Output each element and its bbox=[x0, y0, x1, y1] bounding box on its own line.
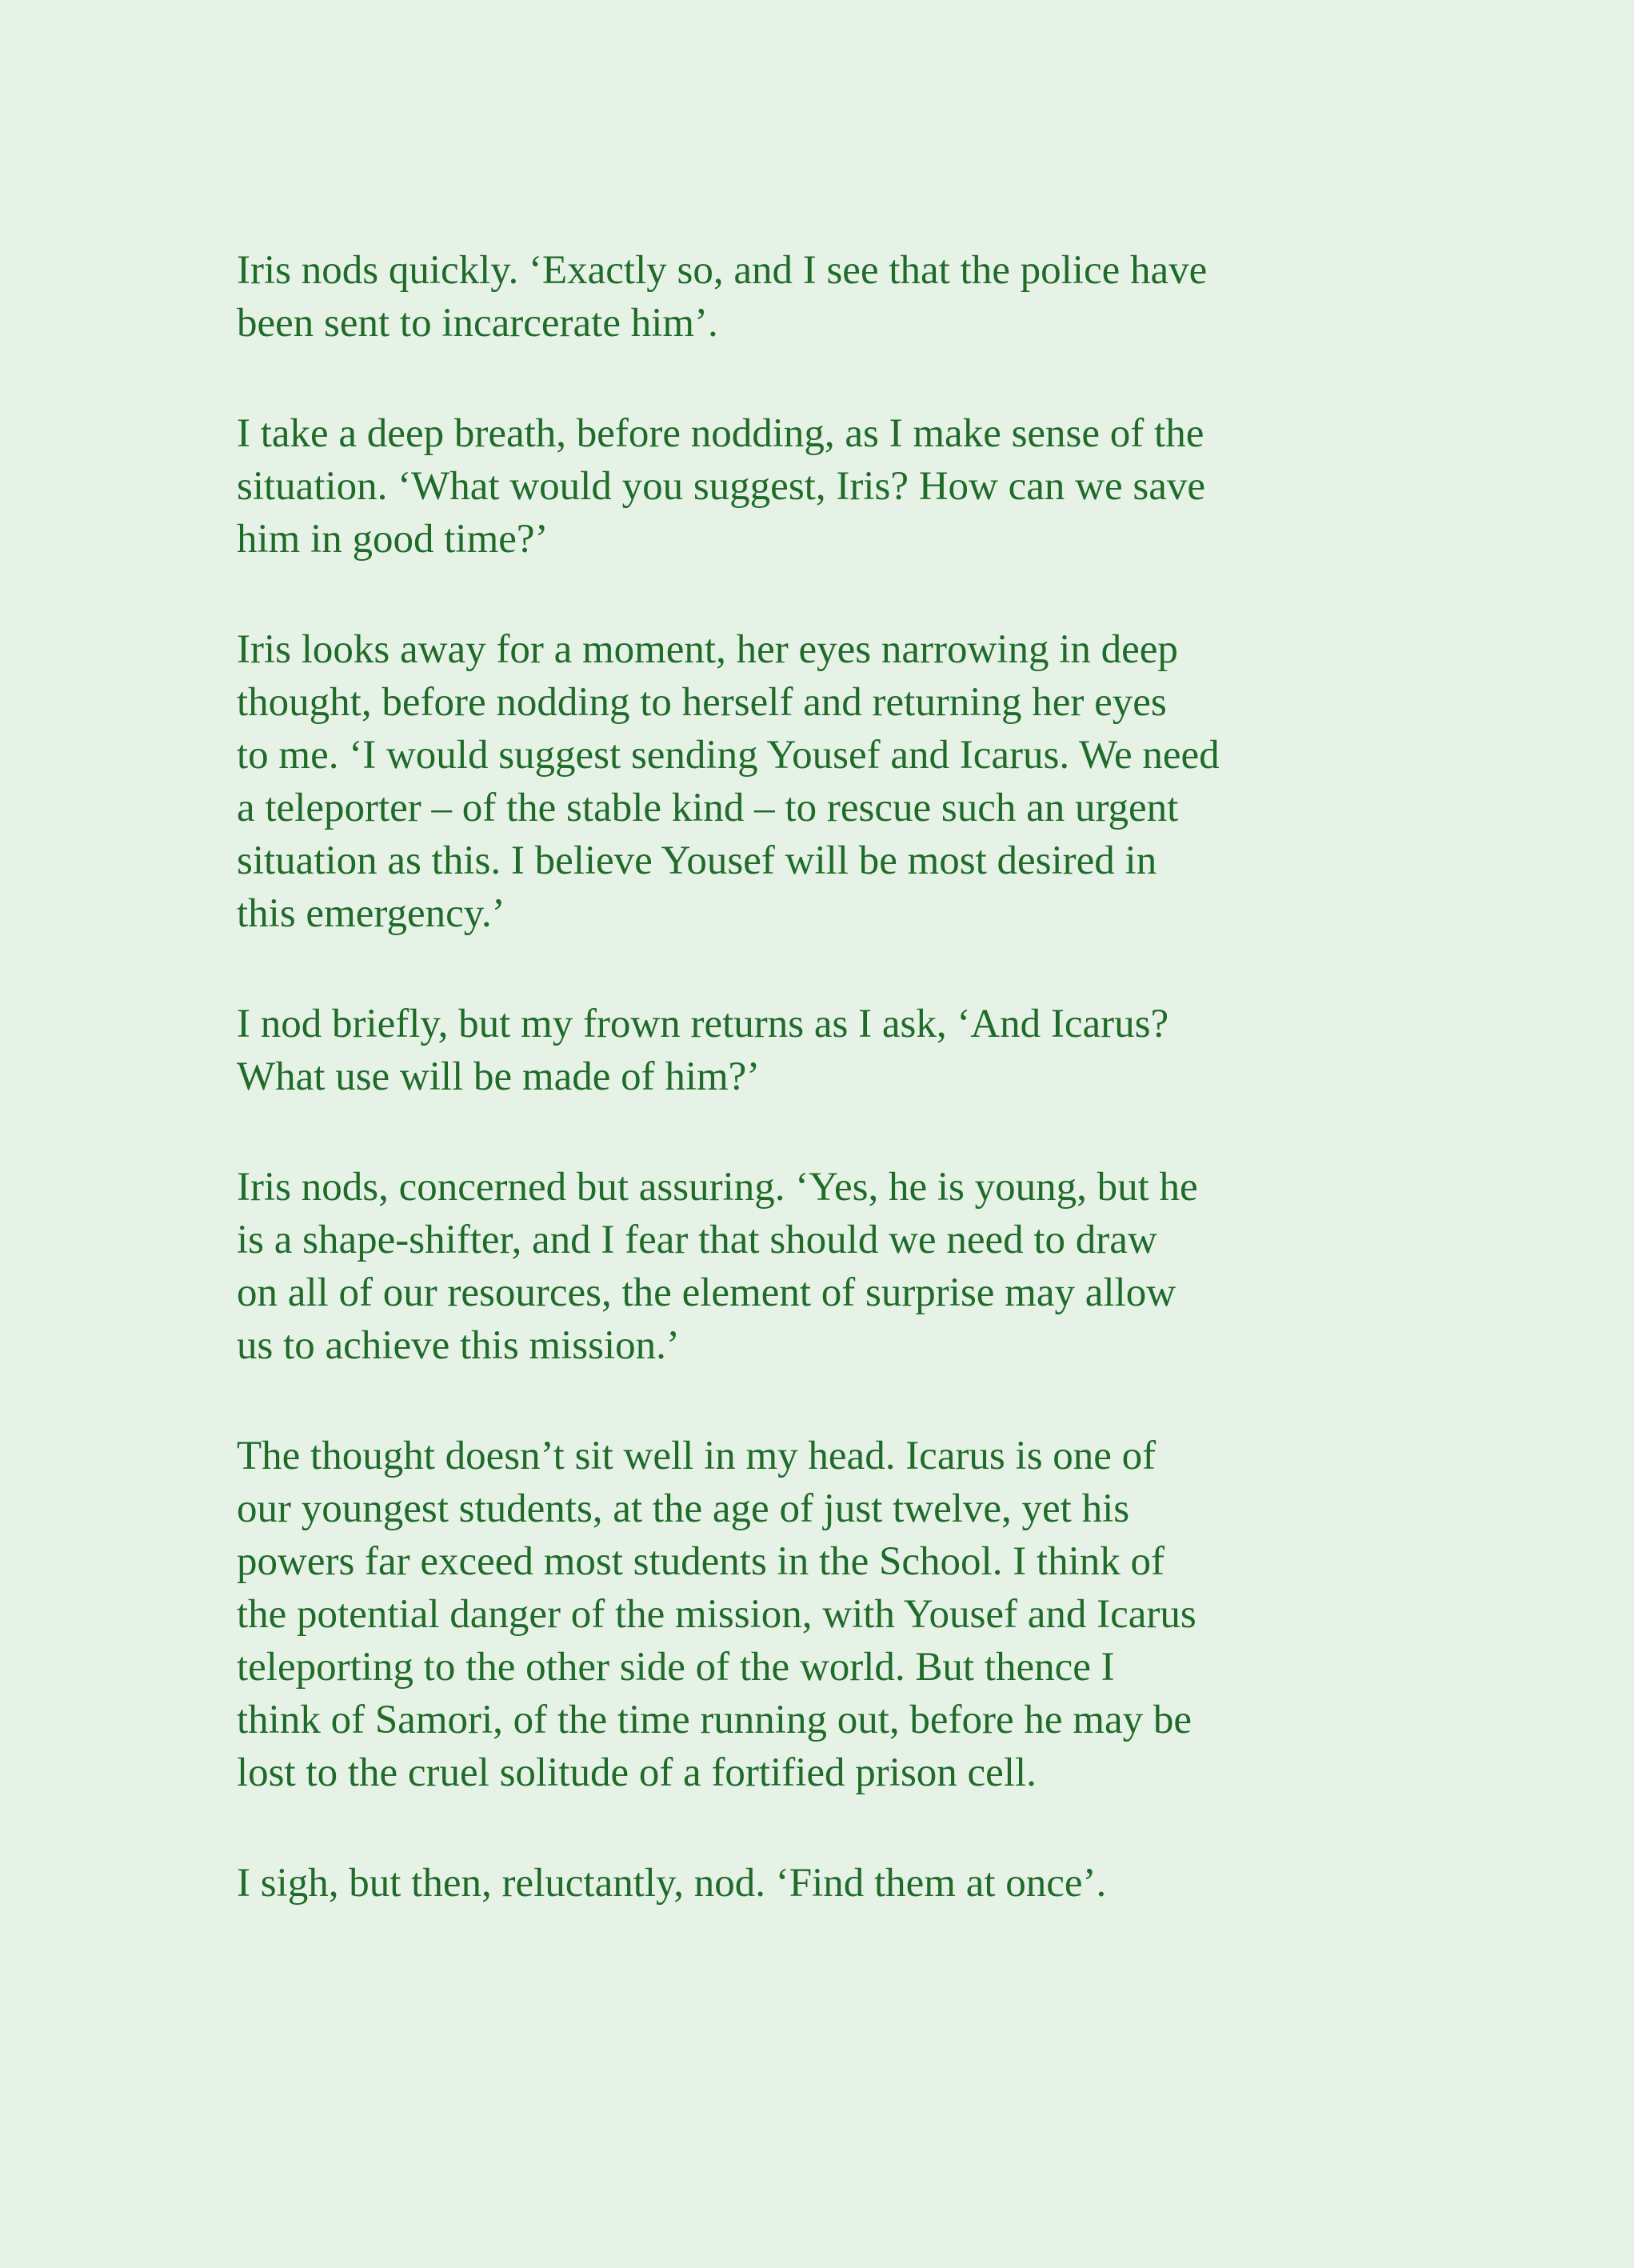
text-line: I nod briefly, but my frown returns as I ask, ‘And Icarus? bbox=[237, 1002, 1169, 1046]
text-line: on all of our resources, the element of surprise may allow bbox=[237, 1270, 1177, 1315]
paragraph bbox=[237, 1857, 1404, 1910]
text-line: this emergency.’ bbox=[237, 891, 505, 936]
text-line: situation. ‘What would you suggest, Iris? How can we save bbox=[237, 464, 1205, 509]
text-line: our youngest students, at the age of just twelve, yet his bbox=[237, 1486, 1130, 1531]
paragraph bbox=[237, 998, 1404, 1103]
text-line: teleporting to the other side of the world. But thence I bbox=[237, 1645, 1115, 1690]
paragraph bbox=[237, 623, 1404, 940]
text-line: thought, before nodding to herself and returning her eyes bbox=[237, 680, 1167, 725]
text-line: is a shape-shifter, and I fear that should we need to draw bbox=[237, 1218, 1157, 1262]
text-line: The thought doesn’t sit well in my head. Icarus is one of bbox=[237, 1434, 1157, 1478]
text-line: Iris nods, concerned but assuring. ‘Yes, he is young, but he bbox=[237, 1165, 1198, 1210]
text-line: him in good time?’ bbox=[237, 517, 549, 562]
paragraph bbox=[237, 1430, 1404, 1799]
text-line: I take a deep breath, before nodding, as I make sense of the bbox=[237, 411, 1205, 456]
text-line: the potential danger of the mission, with Yousef and Icarus bbox=[237, 1592, 1197, 1637]
text-line: a teleporter – of the stable kind – to rescue such an urgent bbox=[237, 786, 1179, 830]
text-line: situation as this. I believe Yousef will be most desired in bbox=[237, 838, 1157, 883]
text-line: What use will be made of him?’ bbox=[237, 1054, 761, 1099]
text-line: us to achieve this mission.’ bbox=[237, 1323, 680, 1368]
text-line: I sigh, but then, reluctantly, nod. ‘Find them at once’. bbox=[237, 1861, 1107, 1906]
paragraph bbox=[237, 244, 1404, 350]
text-line: Iris nods quickly. ‘Exactly so, and I see that the police have bbox=[237, 248, 1208, 293]
paragraph bbox=[237, 407, 1404, 566]
text-line: lost to the cruel solitude of a fortified prison cell. bbox=[237, 1750, 1037, 1795]
text-line: Iris looks away for a moment, her eyes narrowing in deep bbox=[237, 627, 1178, 672]
document-page bbox=[237, 244, 1404, 1967]
text-line: think of Samori, of the time running out, before he may be bbox=[237, 1698, 1192, 1742]
text-line: been sent to incarcerate him’. bbox=[237, 301, 718, 346]
text-line: to me. ‘I would suggest sending Yousef and Icarus. We need bbox=[237, 733, 1220, 778]
paragraph bbox=[237, 1161, 1404, 1372]
text-line: powers far exceed most students in the School. I think of bbox=[237, 1539, 1165, 1584]
